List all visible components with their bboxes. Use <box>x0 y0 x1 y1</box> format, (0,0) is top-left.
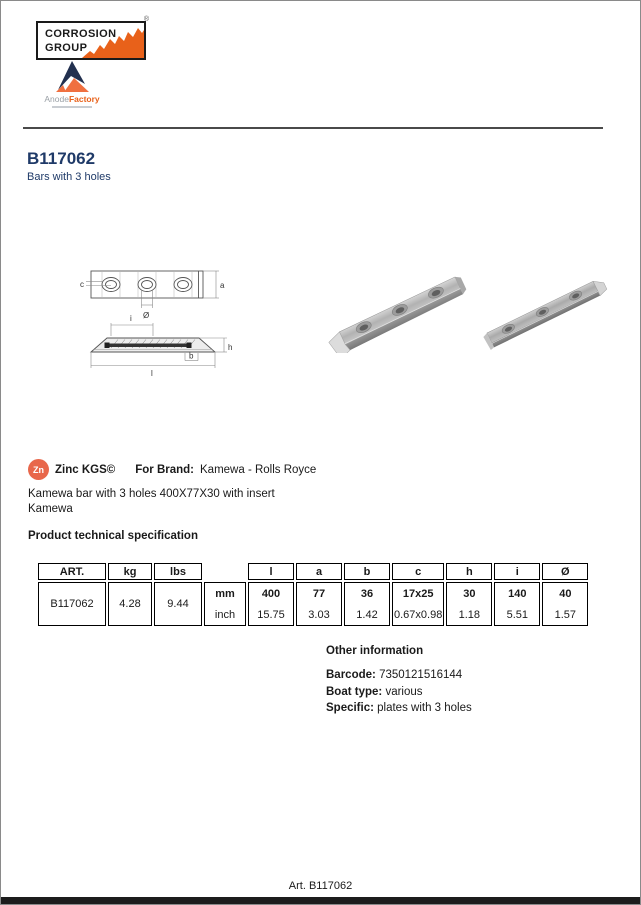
other-info-row-barcode <box>326 669 472 681</box>
col-header-l: l <box>248 563 294 580</box>
anodefactory-wordmark <box>37 94 107 104</box>
logo-line2: GROUP <box>45 42 88 54</box>
barcode-label: Barcode: <box>326 669 376 681</box>
value-diameter-inch: 1.57 <box>554 608 577 621</box>
page-subtitle: Bars with 3 holes <box>27 171 111 183</box>
description-line1: Kamewa bar with 3 holes 400X77X30 with insert <box>28 488 275 500</box>
cell-art: B117062 <box>38 582 106 626</box>
col-header-i: i <box>494 563 540 580</box>
material-name: Zinc KGS© <box>55 463 116 476</box>
spec-heading: Product technical specification <box>28 530 198 542</box>
boat-type-value: various <box>385 685 423 698</box>
product-photo-left <box>321 261 476 353</box>
anodefactory-logo <box>37 61 107 108</box>
value-diameter-mm: 40 <box>559 587 572 600</box>
value-a-mm: 77 <box>312 587 326 600</box>
title-block <box>27 149 111 183</box>
other-info-row-boat-type <box>326 686 472 698</box>
specific-label: Specific: <box>326 702 374 714</box>
specific-value: plates with 3 holes <box>377 702 472 714</box>
product-description <box>28 487 348 517</box>
col-header-art: ART. <box>38 563 106 580</box>
wordmark-factory: Factory <box>68 94 100 104</box>
cell-b <box>344 582 390 626</box>
cell-h <box>446 582 492 626</box>
product-photo-right <box>471 271 616 353</box>
spec-table-data-row <box>38 582 588 626</box>
value-l-mm: 400 <box>261 587 281 600</box>
col-header-kg: kg <box>108 563 152 580</box>
cell-units <box>204 582 246 626</box>
corrosion-group-logo-text <box>45 27 116 55</box>
description-line2: Kamewa <box>28 503 73 515</box>
other-info-heading: Other information <box>326 645 424 657</box>
unit-mm: mm <box>215 587 235 600</box>
header-divider <box>23 127 603 129</box>
zinc-badge-icon: Zn <box>28 459 49 480</box>
spec-table-header-row <box>38 563 588 580</box>
value-l-inch: 15.75 <box>257 608 285 621</box>
cell-l <box>248 582 294 626</box>
col-header-a: a <box>296 563 342 580</box>
registered-trademark-mark: ® <box>143 16 149 23</box>
page-title: B117062 <box>27 149 96 168</box>
dim-label-diameter: Ø <box>143 311 150 320</box>
dim-label-c: c <box>80 280 84 289</box>
value-b-mm: 36 <box>360 587 374 600</box>
value-i-inch: 5.51 <box>506 608 529 621</box>
dim-label-b: b <box>189 351 194 361</box>
boat-type-label: Boat type: <box>326 685 383 698</box>
dim-label-h: h <box>228 343 233 352</box>
col-header-unit-empty <box>204 563 246 580</box>
brand-label: For Brand: <box>135 463 195 476</box>
unit-inch: inch <box>214 608 236 621</box>
logo-line1: CORROSION <box>45 28 117 40</box>
wordmark-anode: Anode <box>44 94 69 104</box>
cell-kg: 4.28 <box>108 582 152 626</box>
footer-bar <box>1 897 640 904</box>
dim-label-a: a <box>220 281 225 290</box>
other-information <box>326 645 472 719</box>
value-i-mm: 140 <box>508 587 527 600</box>
other-info-row-specific <box>326 702 472 714</box>
material-row <box>28 459 316 480</box>
cell-lbs: 9.44 <box>154 582 202 626</box>
cell-c <box>392 582 444 626</box>
value-h-mm: 30 <box>463 587 476 600</box>
value-h-inch: 1.18 <box>458 608 481 621</box>
technical-drawing <box>79 257 244 379</box>
dim-label-l: l <box>151 369 153 378</box>
anodefactory-triangle-icon <box>52 61 92 93</box>
brand-value: Kamewa - Rolls Royce <box>200 463 317 476</box>
col-header-diameter: Ø <box>542 563 588 580</box>
cell-a <box>296 582 342 626</box>
col-header-lbs: lbs <box>154 563 202 580</box>
corrosion-group-logo <box>36 16 149 60</box>
spec-table <box>36 561 590 628</box>
cell-i <box>494 582 540 626</box>
value-c-inch: 0.67x0.98 <box>394 608 443 621</box>
col-header-h: h <box>446 563 492 580</box>
logo-tagline-placeholder <box>52 106 92 108</box>
cell-diameter <box>542 582 588 626</box>
barcode-value: 7350121516144 <box>379 669 463 681</box>
value-b-inch: 1.42 <box>356 608 378 621</box>
col-header-b: b <box>344 563 390 580</box>
value-a-inch: 3.03 <box>308 608 330 621</box>
value-c-mm: 17x25 <box>402 587 434 600</box>
col-header-c: c <box>392 563 444 580</box>
footer-article-number: Art. B117062 <box>288 880 353 892</box>
dim-label-i: i <box>130 314 132 323</box>
